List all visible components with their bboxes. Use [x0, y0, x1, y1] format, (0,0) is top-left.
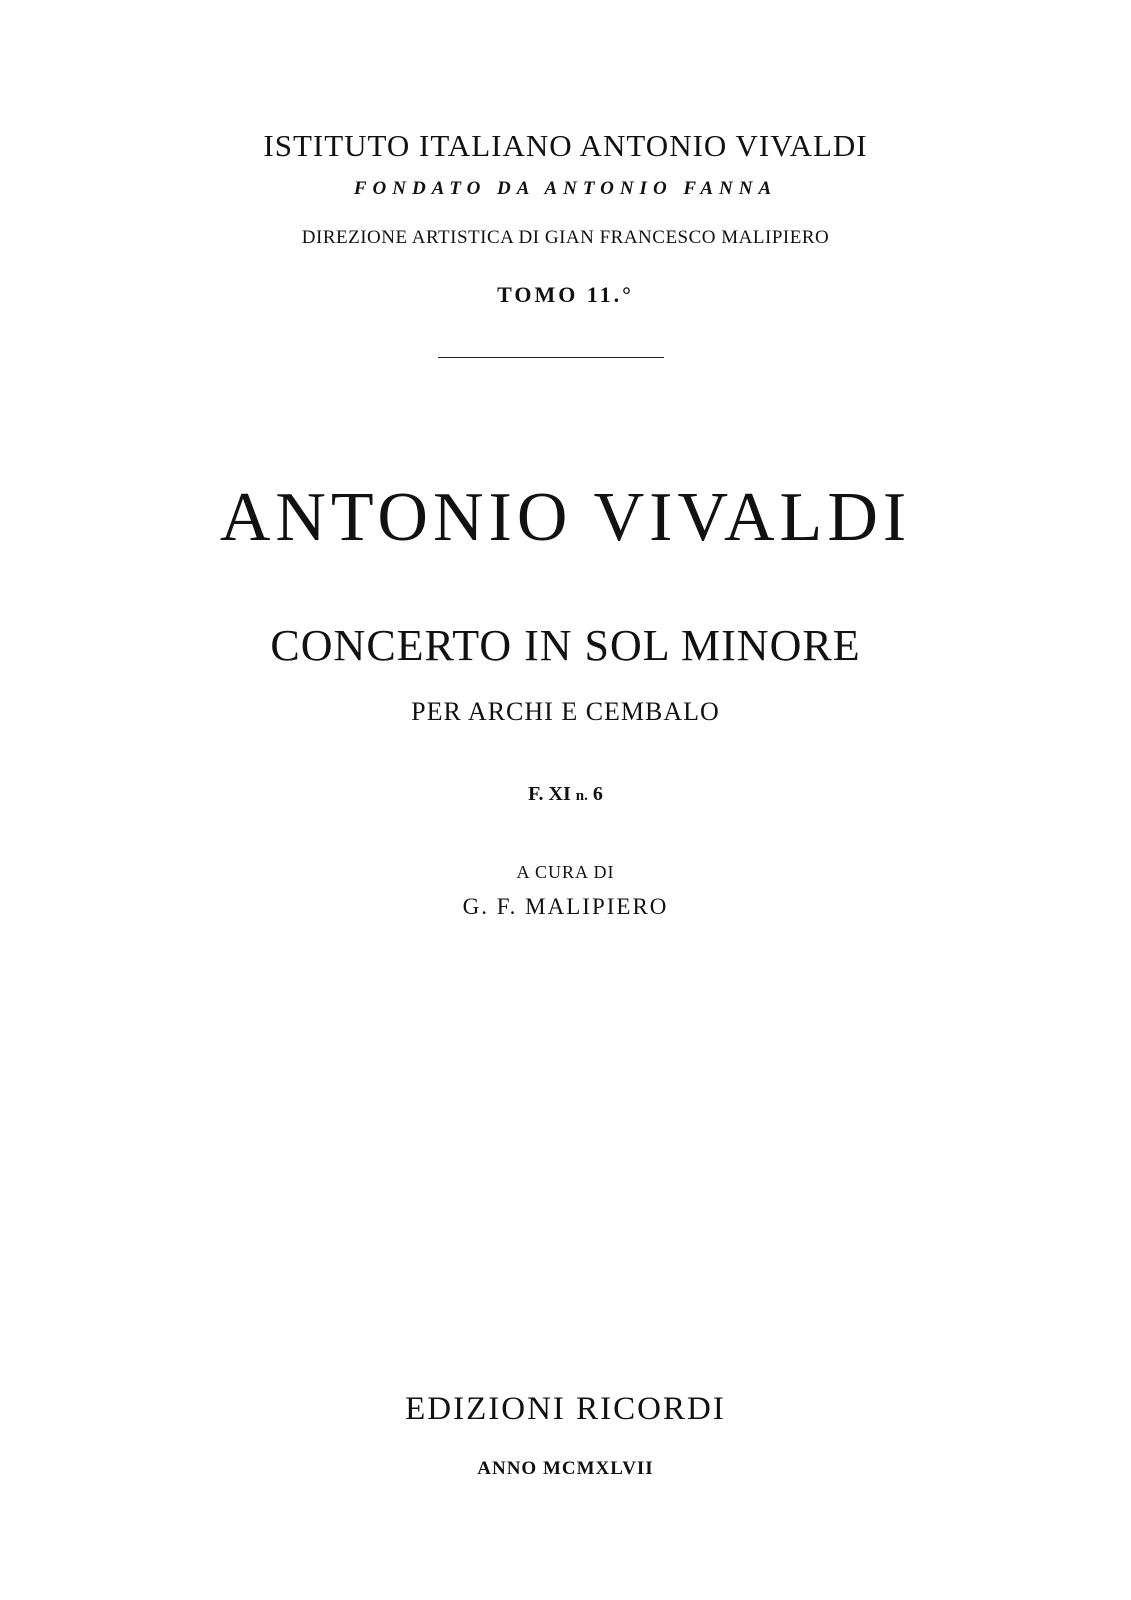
- editor-name: G. F. MALIPIERO: [462, 894, 669, 919]
- institute-name: ISTITUTO ITALIANO ANTONIO VIVALDI: [263, 128, 868, 163]
- publisher-name: EDIZIONI RICORDI: [405, 1391, 726, 1427]
- curated-by-label: A CURA DI: [516, 862, 615, 882]
- divider-rule: [438, 357, 664, 358]
- publication-year: ANNO MCMXLVII: [477, 1458, 654, 1479]
- work-title: CONCERTO IN SOL MINORE: [270, 621, 861, 670]
- instrumentation-line: PER ARCHI E CEMBALO: [411, 697, 720, 726]
- artistic-direction-line: DIREZIONE ARTISTICA DI GIAN FRANCESCO MALIPIERO: [301, 227, 830, 248]
- volume-number: TOMO 11.°: [497, 282, 634, 307]
- catalog-number: [0, 783, 1131, 806]
- catalog-n-label: n.: [575, 788, 588, 804]
- catalog-number-value: 6: [592, 783, 603, 805]
- founded-by-line: FONDATO DA ANTONIO FANNA: [353, 178, 778, 199]
- composer-name: ANTONIO VIVALDI: [219, 479, 912, 556]
- catalog-prefix: F. XI: [528, 783, 571, 805]
